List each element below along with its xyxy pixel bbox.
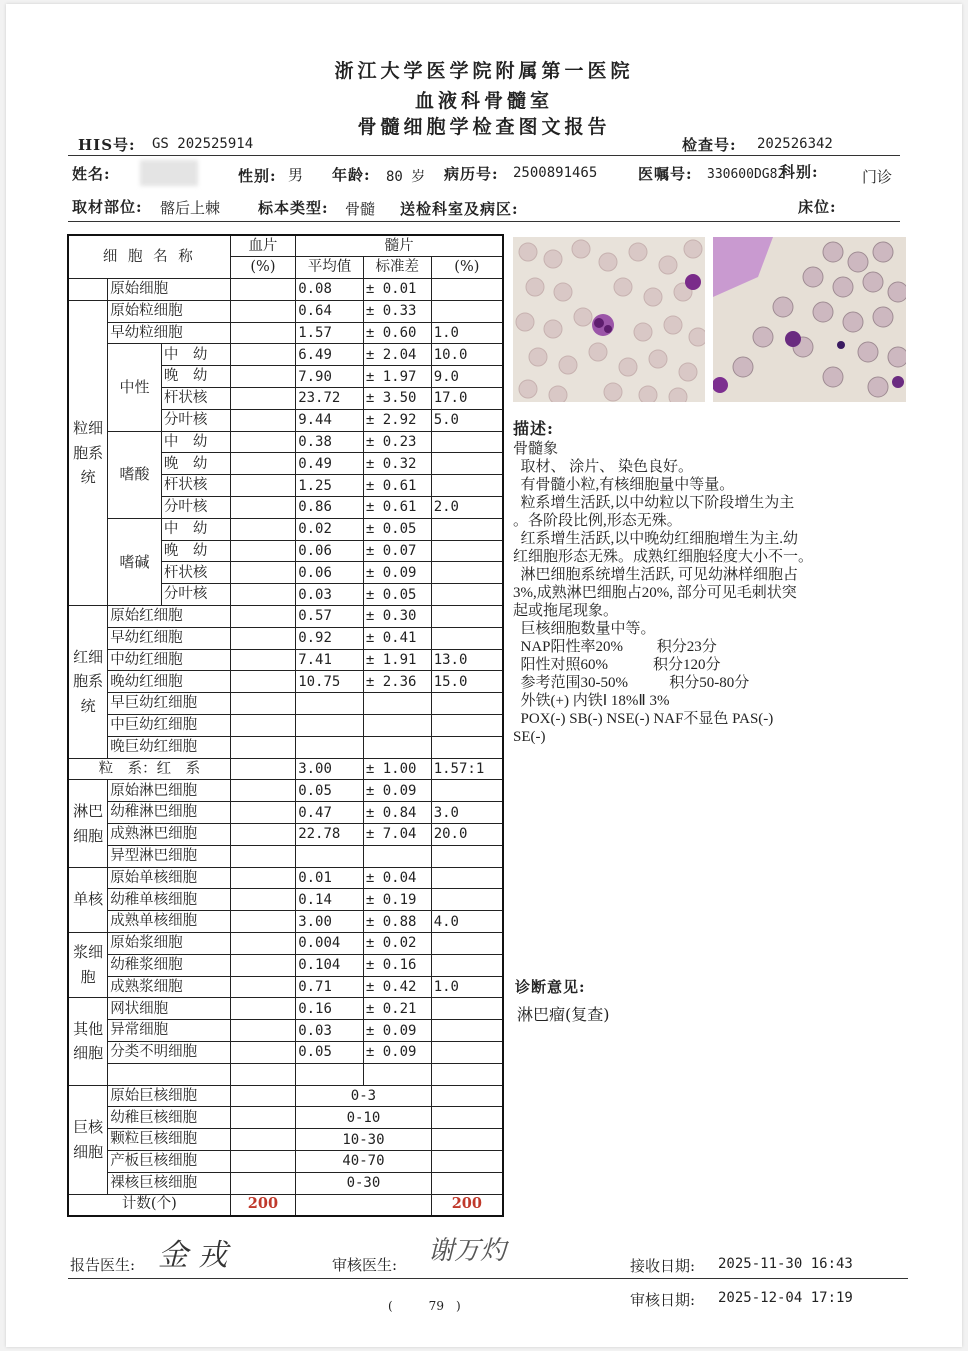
table-row xyxy=(68,431,503,453)
cell-name: 原始细胞 xyxy=(108,279,231,301)
marrow-pct xyxy=(431,300,503,322)
reviewer-signature: 谢万灼 xyxy=(428,1236,507,1266)
marrow-pct xyxy=(431,845,503,867)
mean-value: 0.71 xyxy=(296,976,364,998)
marrow-pct: 3.0 xyxy=(431,802,503,824)
marrow-pct xyxy=(431,867,503,889)
marrow-pct xyxy=(431,1020,503,1042)
mean-value: 0.38 xyxy=(296,431,364,453)
mean-value: 9.44 xyxy=(296,409,364,431)
hospital-name: 浙江大学医学院附属第一医院 xyxy=(334,60,634,82)
table-row xyxy=(68,802,503,824)
sd-value: ± 2.04 xyxy=(363,344,431,366)
sd-value: ± 0.05 xyxy=(363,518,431,540)
marrow-pct: 1.0 xyxy=(431,322,503,344)
name-label: 姓名: xyxy=(72,165,111,183)
subcategory-baso: 嗜碱 xyxy=(108,518,162,605)
his-label: HIS号: xyxy=(78,136,136,154)
mean-value: 0.57 xyxy=(296,606,364,628)
mean-value: 0.08 xyxy=(296,279,364,301)
count-label: 计数(个) xyxy=(68,1194,230,1216)
site-value: 髂后上棘 xyxy=(160,199,221,217)
cell-name: 产板巨核细胞 xyxy=(108,1150,231,1172)
cell-name: 成熟淋巴细胞 xyxy=(108,824,231,846)
sd-value: ± 3.50 xyxy=(363,388,431,410)
table-row xyxy=(68,867,503,889)
sd-value: ± 0.09 xyxy=(363,1041,431,1063)
category-mega: 巨核细胞 xyxy=(68,1085,108,1194)
mean-value xyxy=(296,845,364,867)
marrow-pct xyxy=(431,1041,503,1063)
sd-value xyxy=(363,1063,431,1085)
cell-name: 原始淋巴细胞 xyxy=(108,780,231,802)
marrow-smear-image-2 xyxy=(713,237,906,402)
mega-range: 40-70 xyxy=(296,1150,431,1172)
category-lym: 淋巴细胞 xyxy=(68,780,108,867)
header-blood: 血片 xyxy=(230,235,296,257)
category-ery: 红细胞系统 xyxy=(68,606,108,759)
cell-name: 分叶核 xyxy=(161,409,230,431)
cell-name: 粒 系：红 系 xyxy=(68,758,230,780)
mean-value: 0.92 xyxy=(296,627,364,649)
mega-range: 0-10 xyxy=(296,1107,431,1129)
marrow-pct xyxy=(431,780,503,802)
subcategory-eos: 嗜酸 xyxy=(108,431,162,518)
table-row xyxy=(68,736,503,758)
marrow-smear-image-1 xyxy=(513,237,705,402)
sd-value: ± 2.36 xyxy=(363,671,431,693)
age-value: 80 岁 xyxy=(386,169,426,185)
sd-value: ± 0.60 xyxy=(363,322,431,344)
marrow-pct xyxy=(431,518,503,540)
bed-label: 床位: xyxy=(798,198,837,216)
cell-name: 成熟单核细胞 xyxy=(108,911,231,933)
description-text: 骨髓象 取材、 涂片、 染色良好。 有骨髓小粒,有核细胞量中等量。 粒系增生活跃,以中幼粒以下阶段增生为主 。各阶段比例,形态无殊。 红系增生活跃,以中晚幼红细胞增生为主.幼 红细胞形态无殊。成熟红细胞轻度大小不一。 淋巴细胞系统增生活跃, 可见幼淋样细胞占 3%,成熟淋巴细胞占20%, 部分可见毛刺状突 起或拖尾现象。 巨核细胞数量中等。 NAP阳性率20% 积分23分 阳性对照60% 积分120分 参考范围30-50% 积分50-80分 外铁(+) 内铁Ⅰ 18%Ⅱ 3% POX(-) SB(-) NSE(-) NAF不显色 PAS(-) SE(-) xyxy=(513,441,814,745)
record-value: 2500891465 xyxy=(513,165,598,181)
marrow-pct xyxy=(431,584,503,606)
report-doctor-signature: 金 戎 xyxy=(158,1238,228,1273)
sd-value: ± 0.30 xyxy=(363,606,431,628)
marrow-pct xyxy=(431,627,503,649)
count-blood: 200 xyxy=(230,1194,296,1216)
category-gran: 粒细胞系统 xyxy=(68,300,108,605)
mega-range: 0-3 xyxy=(296,1085,431,1107)
cell-name: 原始巨核细胞 xyxy=(108,1085,231,1107)
mean-value: 6.49 xyxy=(296,344,364,366)
table-row xyxy=(68,606,503,628)
cell-name: 晚 幼 xyxy=(161,453,230,475)
marrow-pct xyxy=(431,1063,503,1085)
mean-value: 22.78 xyxy=(296,824,364,846)
header-marrow-pct: (%) xyxy=(431,257,503,279)
cell-name: 中 幼 xyxy=(161,344,230,366)
table-row xyxy=(68,998,503,1020)
sd-value: ± 0.09 xyxy=(363,1020,431,1042)
marrow-pct: 17.0 xyxy=(431,388,503,410)
sd-value: ± 0.21 xyxy=(363,998,431,1020)
sd-value: ± 0.05 xyxy=(363,584,431,606)
mean-value: 1.25 xyxy=(296,475,364,497)
table-row xyxy=(68,671,503,693)
sd-value: ± 0.42 xyxy=(363,976,431,998)
sd-value: ± 0.61 xyxy=(363,475,431,497)
table-row xyxy=(68,279,503,301)
mean-value: 0.06 xyxy=(296,540,364,562)
mean-value xyxy=(296,736,364,758)
marrow-pct xyxy=(431,736,503,758)
mean-value: 0.02 xyxy=(296,518,364,540)
mega-range: 10-30 xyxy=(296,1129,431,1151)
sd-value: ± 0.07 xyxy=(363,540,431,562)
received-date: 2025-11-30 16:43 xyxy=(718,1256,853,1272)
table-row xyxy=(68,954,503,976)
header-blood-pct: (%) xyxy=(230,257,296,279)
review-date-label: 审核日期: xyxy=(630,1291,696,1309)
marrow-pct: 2.0 xyxy=(431,497,503,519)
mean-value: 0.05 xyxy=(296,1041,364,1063)
cell-name: 中巨幼红细胞 xyxy=(108,715,231,737)
mean-value: 1.57 xyxy=(296,322,364,344)
check-label: 检查号: xyxy=(682,136,737,154)
his-value: GS 202525914 xyxy=(152,136,254,152)
department-name: 血液科骨髓室 xyxy=(414,90,553,112)
marrow-pct: 20.0 xyxy=(431,824,503,846)
cell-name: 杆状核 xyxy=(161,475,230,497)
table-row xyxy=(68,889,503,911)
table-row xyxy=(68,518,503,540)
sex-label: 性别: xyxy=(238,167,277,185)
cell-name: 晚 幼 xyxy=(161,366,230,388)
mean-value: 0.14 xyxy=(296,889,364,911)
header-cell-name: 细 胞 名 称 xyxy=(68,235,230,279)
category-other: 其他细胞 xyxy=(68,998,108,1085)
marrow-pct: 9.0 xyxy=(431,366,503,388)
marrow-pct xyxy=(431,998,503,1020)
mean-value: 0.86 xyxy=(296,497,364,519)
sd-value: ± 0.23 xyxy=(363,431,431,453)
sd-value: ± 1.97 xyxy=(363,366,431,388)
marrow-pct xyxy=(431,889,503,911)
mean-value: 3.00 xyxy=(296,758,364,780)
sd-value: ± 0.04 xyxy=(363,867,431,889)
sd-value: ± 0.01 xyxy=(363,279,431,301)
name-redacted xyxy=(140,160,198,186)
marrow-pct xyxy=(431,606,503,628)
cell-name: 异型淋巴细胞 xyxy=(108,845,231,867)
marrow-pct xyxy=(431,540,503,562)
mean-value: 10.75 xyxy=(296,671,364,693)
sd-value: ± 0.19 xyxy=(363,889,431,911)
marrow-pct xyxy=(431,954,503,976)
marrow-pct: 13.0 xyxy=(431,649,503,671)
marrow-pct xyxy=(431,693,503,715)
cell-name xyxy=(108,1063,231,1085)
cell-name: 晚 幼 xyxy=(161,540,230,562)
table-row xyxy=(68,300,503,322)
diagnosis-text: 淋巴瘤(复查) xyxy=(517,1005,610,1024)
site-label: 取材部位: xyxy=(72,198,143,216)
sd-value: ± 7.04 xyxy=(363,824,431,846)
sd-value: ± 1.91 xyxy=(363,649,431,671)
sd-value: ± 0.09 xyxy=(363,562,431,584)
mean-value: 23.72 xyxy=(296,388,364,410)
cell-name: 中幼红细胞 xyxy=(108,649,231,671)
marrow-pct xyxy=(431,933,503,955)
marrow-pct: 15.0 xyxy=(431,671,503,693)
cell-name: 早巨幼红细胞 xyxy=(108,693,231,715)
marrow-pct: 1.0 xyxy=(431,976,503,998)
header-sd: 标准差 xyxy=(363,257,431,279)
cell-name: 原始红细胞 xyxy=(108,606,231,628)
marrow-pct xyxy=(431,475,503,497)
table-row xyxy=(68,911,503,933)
mean-value: 0.49 xyxy=(296,453,364,475)
marrow-pct xyxy=(431,562,503,584)
cell-name: 成熟浆细胞 xyxy=(108,976,231,998)
cell-name: 杆状核 xyxy=(161,562,230,584)
table-row xyxy=(68,758,503,780)
sd-value: ± 0.32 xyxy=(363,453,431,475)
cell-name: 网状细胞 xyxy=(108,998,231,1020)
sd-value: ± 1.00 xyxy=(363,758,431,780)
cell-name: 晚巨幼红细胞 xyxy=(108,736,231,758)
mean-value xyxy=(296,1063,364,1085)
specimen-value: 骨髓 xyxy=(345,200,376,218)
table-row xyxy=(68,976,503,998)
header-mean: 平均值 xyxy=(296,257,364,279)
cell-name: 颗粒巨核细胞 xyxy=(108,1129,231,1151)
reviewer-label: 审核医生: xyxy=(332,1256,398,1274)
sd-value: ± 0.33 xyxy=(363,300,431,322)
marrow-pct: 10.0 xyxy=(431,344,503,366)
mega-range: 0-30 xyxy=(296,1172,431,1194)
header-marrow: 髓片 xyxy=(296,235,503,257)
category-mono: 单核 xyxy=(68,867,108,932)
marrow-pct: 4.0 xyxy=(431,911,503,933)
table-row xyxy=(68,1172,503,1194)
cell-name: 原始浆细胞 xyxy=(108,933,231,955)
table-row xyxy=(68,824,503,846)
received-label: 接收日期: xyxy=(630,1257,696,1275)
table-row xyxy=(68,1085,503,1107)
sd-value xyxy=(363,845,431,867)
cell-name: 幼稚浆细胞 xyxy=(108,954,231,976)
specimen-label: 标本类型: xyxy=(258,199,329,217)
dept-value: 门诊 xyxy=(862,168,893,186)
table-row xyxy=(68,933,503,955)
table-row xyxy=(68,322,503,344)
cell-name: 晚幼红细胞 xyxy=(108,671,231,693)
cell-name: 裸核巨核细胞 xyxy=(108,1172,231,1194)
order-label: 医嘱号: xyxy=(638,165,693,183)
mean-value xyxy=(296,693,364,715)
marrow-pct xyxy=(431,715,503,737)
mean-value: 7.41 xyxy=(296,649,364,671)
report-doctor-label: 报告医生: xyxy=(70,1256,136,1274)
dept-label: 科别: xyxy=(780,163,819,181)
count-marrow: 200 xyxy=(431,1194,503,1216)
marrow-pct: 1.57:1 xyxy=(431,758,503,780)
sd-value: ± 0.02 xyxy=(363,933,431,955)
mean-value: 0.64 xyxy=(296,300,364,322)
table-row xyxy=(68,1020,503,1042)
cell-name: 早幼粒细胞 xyxy=(108,322,231,344)
cell-name: 幼稚淋巴细胞 xyxy=(108,802,231,824)
sd-value xyxy=(363,715,431,737)
check-value: 202526342 xyxy=(757,136,833,152)
marrow-pct xyxy=(431,453,503,475)
cell-name: 早幼红细胞 xyxy=(108,627,231,649)
table-row xyxy=(68,1041,503,1063)
order-value: 330600DG82 xyxy=(707,167,786,182)
sd-value: ± 0.16 xyxy=(363,954,431,976)
table-row xyxy=(68,780,503,802)
sd-value: ± 0.61 xyxy=(363,497,431,519)
cell-name: 中 幼 xyxy=(161,431,230,453)
table-row xyxy=(68,627,503,649)
mean-value: 0.47 xyxy=(296,802,364,824)
cell-name: 原始粒细胞 xyxy=(108,300,231,322)
cell-name: 异常细胞 xyxy=(108,1020,231,1042)
cell-name: 中 幼 xyxy=(161,518,230,540)
table-row xyxy=(68,693,503,715)
cell-name: 分叶核 xyxy=(161,584,230,606)
page-number: ( 79 ) xyxy=(388,1299,461,1313)
sd-value: ± 0.09 xyxy=(363,780,431,802)
table-row xyxy=(68,649,503,671)
table-row xyxy=(68,845,503,867)
cell-name: 杆状核 xyxy=(161,388,230,410)
table-row xyxy=(68,344,503,366)
sex-value: 男 xyxy=(288,166,304,184)
mean-value xyxy=(296,715,364,737)
record-label: 病历号: xyxy=(444,165,499,183)
marrow-pct: 5.0 xyxy=(431,409,503,431)
subcategory-neut: 中性 xyxy=(108,344,162,431)
mean-value: 0.05 xyxy=(296,780,364,802)
category-plasma: 浆细胞 xyxy=(68,933,108,998)
review-date: 2025-12-04 17:19 xyxy=(718,1290,853,1306)
mean-value: 0.03 xyxy=(296,1020,364,1042)
age-label: 年龄: xyxy=(332,166,371,184)
cell-count-table xyxy=(67,234,504,1217)
mean-value: 0.01 xyxy=(296,867,364,889)
table-row xyxy=(68,1150,503,1172)
mean-value: 0.03 xyxy=(296,584,364,606)
table-row xyxy=(68,1107,503,1129)
sd-value: ± 0.41 xyxy=(363,627,431,649)
report-title: 骨髓细胞学检查图文报告 xyxy=(357,116,611,138)
ward-label: 送检科室及病区: xyxy=(400,200,519,218)
table-row xyxy=(68,1063,503,1085)
mean-value: 0.104 xyxy=(296,954,364,976)
sd-value: ± 0.84 xyxy=(363,802,431,824)
table-row xyxy=(68,1129,503,1151)
table-row xyxy=(68,715,503,737)
mean-value: 0.06 xyxy=(296,562,364,584)
sd-value: ± 0.88 xyxy=(363,911,431,933)
cell-name: 原始单核细胞 xyxy=(108,867,231,889)
description-label: 描述: xyxy=(513,419,554,438)
cell-name: 幼稚单核细胞 xyxy=(108,889,231,911)
sd-value xyxy=(363,693,431,715)
mean-value: 0.004 xyxy=(296,933,364,955)
mean-value: 7.90 xyxy=(296,366,364,388)
marrow-pct xyxy=(431,279,503,301)
diagnosis-label: 诊断意见: xyxy=(515,978,586,996)
marrow-pct xyxy=(431,431,503,453)
sd-value: ± 2.92 xyxy=(363,409,431,431)
cell-name: 分类不明细胞 xyxy=(108,1041,231,1063)
sd-value xyxy=(363,736,431,758)
cell-name: 幼稚巨核细胞 xyxy=(108,1107,231,1129)
mean-value: 3.00 xyxy=(296,911,364,933)
cell-name: 分叶核 xyxy=(161,497,230,519)
mean-value: 0.16 xyxy=(296,998,364,1020)
